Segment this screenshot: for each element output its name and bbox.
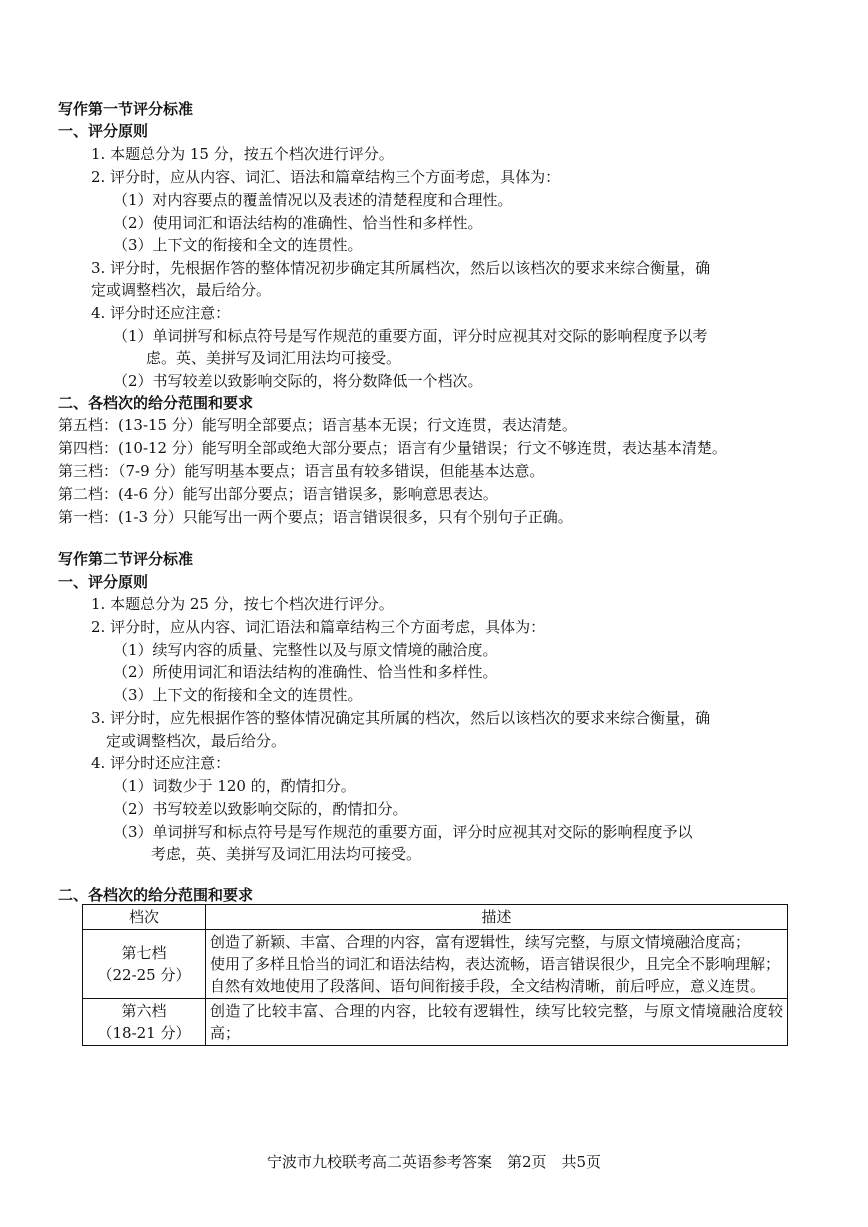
level-range: （22-25 分） (97, 966, 191, 984)
section2-p3b: 定或调整档次，最后给分。 (106, 732, 287, 750)
page-footer: 宁波市九校联考高二英语参考答案 第2页 共5页 (266, 1153, 602, 1171)
section1-principles-heading: 一、评分原则 (58, 122, 149, 140)
section1-p2-3: （3）上下文的衔接和全文的连贯性。 (113, 236, 363, 254)
section2-p2-3: （3）上下文的衔接和全文的连贯性。 (113, 686, 363, 704)
section1-level3: 第三档：（7-9 分）能写明基本要点；语言虽有较多错误，但能基本达意。 (58, 462, 545, 480)
section1-level1: 第一档：(1-3 分）只能写出一两个要点；语言错误很多，只有个别句子正确。 (58, 508, 573, 526)
section2-p2-2: （2）所使用词汇和语法结构的准确性、恰当性和多样性。 (113, 663, 498, 681)
table-header-row (83, 905, 788, 930)
section2-p4-3a: （3）单词拼写和标点符号是写作规范的重要方面，评分时应视其对交际的影响程度予以 (113, 823, 693, 841)
section2-p2: 2. 评分时，应从内容、词汇语法和篇章结构三个方面考虑，具体为： (91, 618, 546, 636)
section1-p3b: 定或调整档次，最后给分。 (91, 281, 272, 299)
table-cell-level (83, 999, 206, 1046)
section2-title: 写作第二节评分标准 (58, 550, 194, 568)
table-cell-level (83, 930, 206, 999)
section1-levels-heading: 二、各档次的给分范围和要求 (58, 394, 254, 412)
grading-table (82, 904, 788, 1046)
section2-principles-heading: 一、评分原则 (58, 573, 149, 591)
table-cell-description (206, 999, 788, 1046)
description-line: 创造了比较丰富、合理的内容，比较有逻辑性，续写比较完整，与原文情境融洽度较高； (210, 1002, 783, 1042)
table-row (83, 999, 788, 1046)
description-line: 创造了新颖、丰富、合理的内容，富有逻辑性，续写完整，与原文情境融洽度高； (210, 933, 751, 951)
level-name: 第七档 (121, 944, 167, 962)
section1-p3a: 3. 评分时，先根据作答的整体情况初步确定其所属档次，然后以该档次的要求来综合衡量，确 (91, 259, 711, 277)
section2-p4: 4. 评分时还应注意： (91, 754, 231, 772)
table-cell-description (206, 930, 788, 999)
section1-level5: 第五档：(13-15 分）能写明全部要点；语言基本无误；行文连贯，表达清楚。 (58, 416, 577, 434)
table-header-description: 描述 (206, 905, 788, 930)
section2-p4-1: （1）词数少于 120 的，酌情扣分。 (113, 777, 356, 795)
level-range: （18-21 分） (97, 1024, 191, 1042)
section1-p2: 2. 评分时，应从内容、词汇、语法和篇章结构三个方面考虑，具体为： (91, 168, 561, 186)
section1-p4: 4. 评分时还应注意： (91, 304, 231, 322)
section1-p1: 1. 本题总分为 15 分，按五个档次进行评分。 (91, 145, 394, 163)
section2-p4-2: （2）书写较差以致影响交际的，酌情扣分。 (113, 800, 408, 818)
section2-levels-heading: 二、各档次的给分范围和要求 (58, 886, 254, 904)
table-row (83, 930, 788, 999)
section1-p2-1: （1）对内容要点的覆盖情况以及表述的清楚程度和合理性。 (113, 191, 513, 209)
section1-p4-1a: （1）单词拼写和标点符号是写作规范的重要方面，评分时应视其对交际的影响程度予以考 (113, 327, 708, 345)
description-line: 自然有效地使用了段落间、语句间衔接手段，全文结构清晰，前后呼应，意义连贯。 (210, 977, 766, 995)
table-header-level: 档次 (83, 905, 206, 930)
section1-level4: 第四档：(10-12 分）能写明全部或绝大部分要点；语言有少量错误；行文不够连贯，表达基本清楚。 (58, 439, 727, 457)
section2-p2-1: （1）续写内容的质量、完整性以及与原文情境的融洽度。 (113, 641, 498, 659)
section2-p1: 1. 本题总分为 25 分，按七个档次进行评分。 (91, 595, 394, 613)
section1-level2: 第二档：(4-6 分）能写出部分要点；语言错误多，影响意思表达。 (58, 485, 498, 503)
section2-p3a: 3. 评分时，应先根据作答的整体情况确定其所属的档次，然后以该档次的要求来综合衡量，确 (91, 709, 711, 727)
section1-p4-1b: 虑。英、美拼写及词汇用法均可接受。 (146, 349, 402, 367)
description-line: 使用了多样且恰当的词汇和语法结构，表达流畅，语言错误很少，且完全不影响理解； (210, 955, 781, 973)
section2-p4-3b: 考虑，英、美拼写及词汇用法均可接受。 (151, 845, 422, 863)
level-name: 第六档 (121, 1002, 167, 1020)
section1-title: 写作第一节评分标准 (58, 100, 194, 118)
section1-p4-2: （2）书写较差以致影响交际的，将分数降低一个档次。 (113, 372, 483, 390)
section1-p2-2: （2）使用词汇和语法结构的准确性、恰当性和多样性。 (113, 214, 483, 232)
